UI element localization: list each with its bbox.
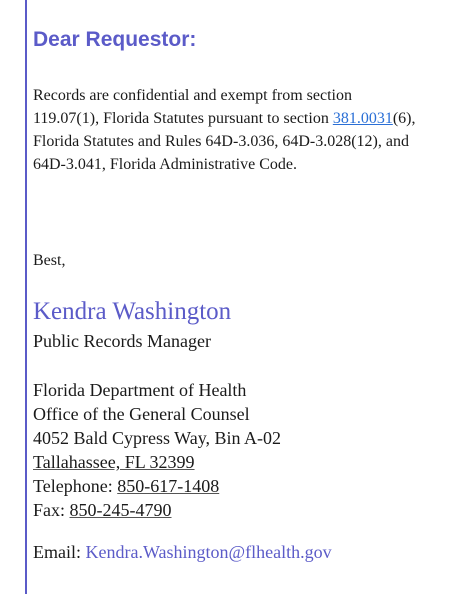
address-office: Office of the General Counsel xyxy=(33,404,250,424)
fax-label: Fax: xyxy=(33,500,70,520)
signature-name: Kendra Washington xyxy=(33,298,232,325)
quote-bar xyxy=(25,0,27,594)
fax-link[interactable]: 850-245-4790 xyxy=(69,500,172,520)
statute-link[interactable]: 381.0031 xyxy=(332,110,393,127)
address-street: 4052 Bald Cypress Way, Bin A-02 xyxy=(33,428,282,448)
fax-line xyxy=(33,498,281,522)
email-label: Email: xyxy=(33,542,86,562)
phone-line xyxy=(33,474,281,498)
email-line xyxy=(33,542,332,563)
phone-label: Telephone: xyxy=(33,476,118,496)
body-line-2-text: 119.07(1), Florida Statutes pursuant to section xyxy=(33,110,333,127)
address-block xyxy=(33,378,281,522)
email-link[interactable]: Kendra.Washington@flhealth.gov xyxy=(85,542,332,562)
phone-link[interactable]: 850-617-1408 xyxy=(117,476,220,496)
address-org: Florida Department of Health xyxy=(33,380,247,400)
greeting: Dear Requestor: xyxy=(33,28,197,51)
signature-title: Public Records Manager xyxy=(33,331,211,351)
body-line-4: 64D-3.041, Florida Administrative Code. xyxy=(33,156,297,173)
address-city[interactable]: Tallahassee, FL 32399 xyxy=(33,452,195,472)
body-line-1: Records are confidential and exempt from section xyxy=(33,87,352,104)
body-line-2-suffix: (6), xyxy=(392,110,416,127)
body-line-2 xyxy=(33,107,469,130)
closing: Best, xyxy=(33,252,66,269)
body-line-3: Florida Statutes and Rules 64D-3.036, 64D-3.028(12), and xyxy=(33,133,409,150)
body-paragraph xyxy=(33,84,469,176)
